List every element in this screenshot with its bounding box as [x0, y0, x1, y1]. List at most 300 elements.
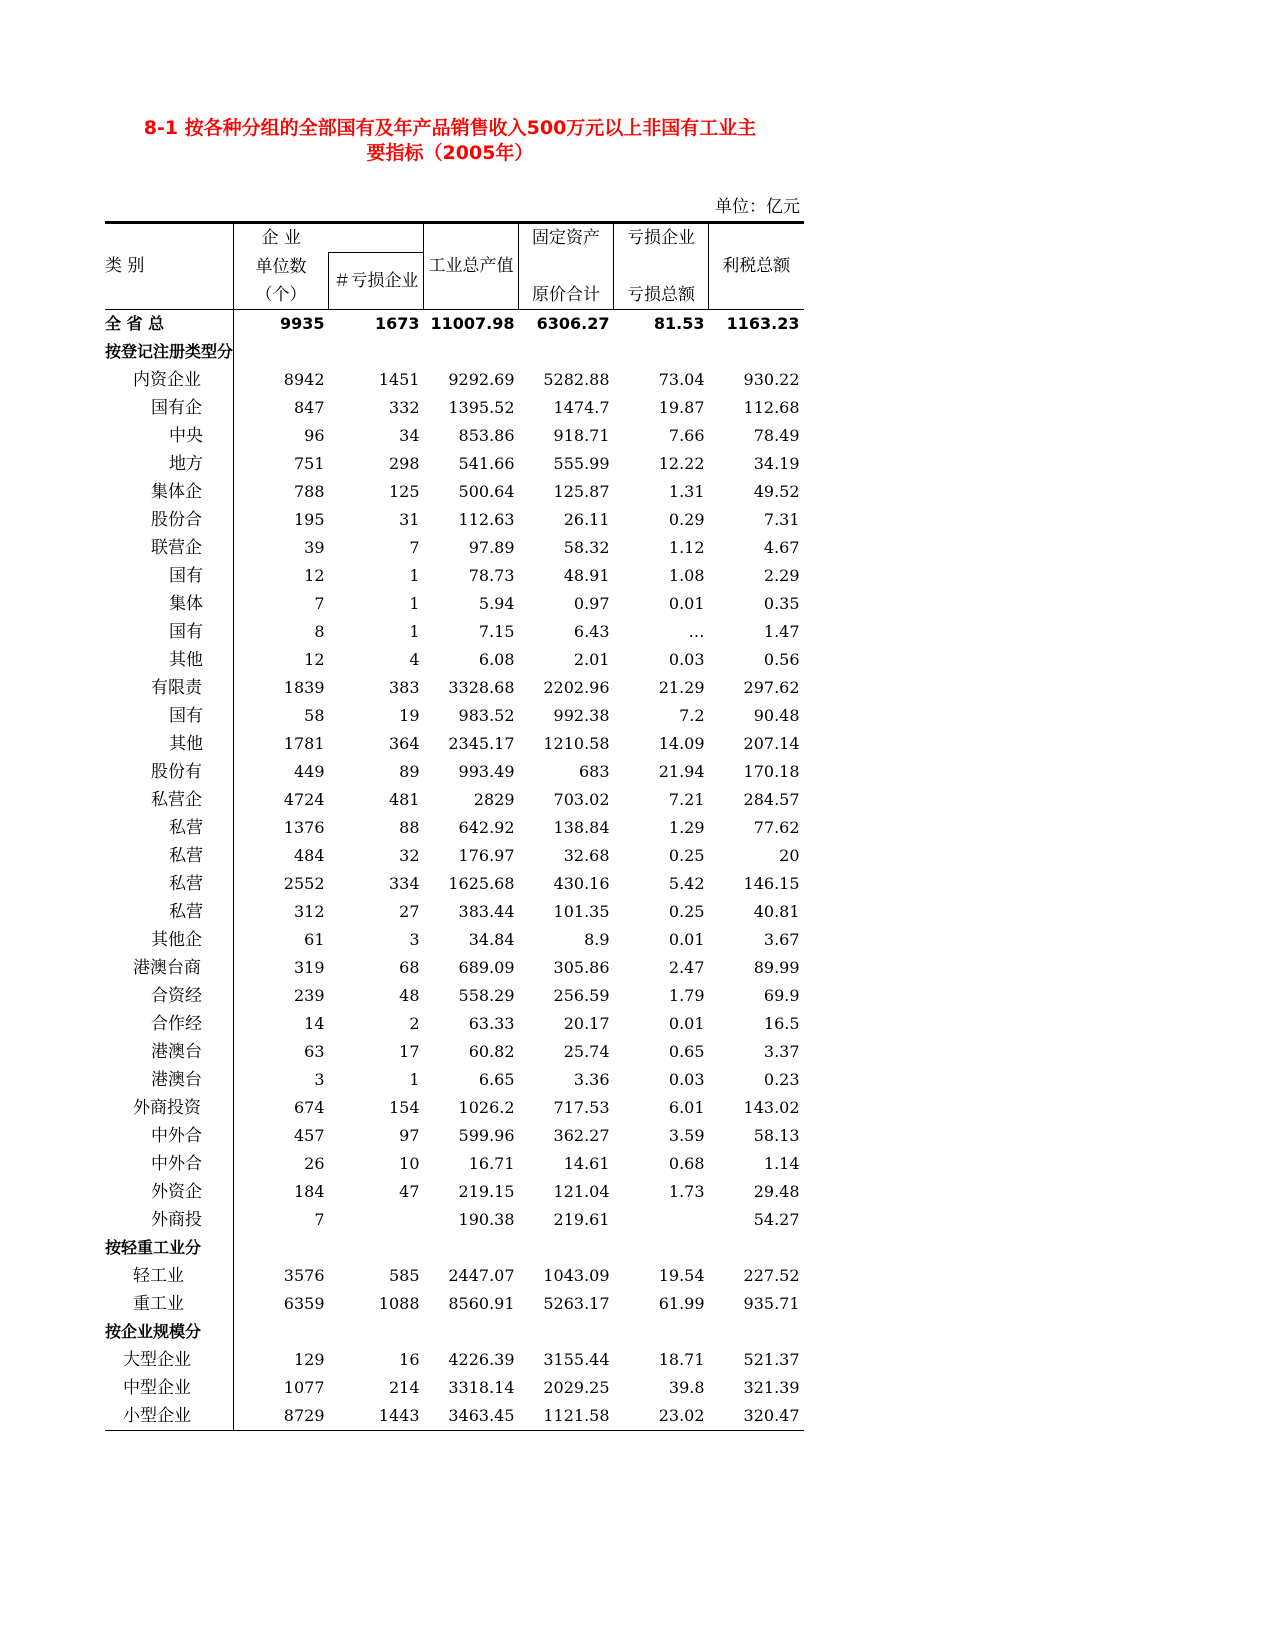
table-row: [105, 1346, 804, 1374]
row-value: 68: [399, 957, 420, 977]
unit-label: 单位：亿元: [715, 197, 800, 217]
row-value: 170.18: [743, 761, 800, 781]
row-value: 10: [399, 1153, 420, 1173]
row-label: 外商投: [105, 1206, 234, 1234]
row-value: 7.15: [478, 621, 515, 641]
row-value: 154: [388, 1097, 420, 1117]
row-value: 0.03: [668, 649, 705, 669]
row-label: 有限责: [105, 674, 234, 702]
table-row: [105, 1150, 804, 1178]
row-value: 17: [399, 1041, 420, 1061]
header-gross-output: 工业总产值: [424, 223, 519, 310]
row-value: 449: [293, 761, 325, 781]
table-row: [105, 1122, 804, 1150]
row-value: 29.48: [753, 1181, 800, 1201]
table-row: [105, 926, 804, 954]
row-value: 58.13: [753, 1125, 800, 1145]
table-row: [105, 1206, 804, 1234]
row-label: 私营企: [105, 786, 234, 814]
row-value: 195: [293, 509, 325, 529]
row-value: 69.9: [763, 985, 800, 1005]
row-label: 股份合: [105, 506, 234, 534]
row-value: 1163.23: [709, 309, 804, 338]
row-value: 0.01: [668, 1013, 705, 1033]
row-value: [614, 1206, 709, 1234]
row-value: 2.47: [668, 957, 705, 977]
row-value: 1043.09: [543, 1265, 610, 1285]
row-value: 6.43: [573, 621, 610, 641]
row-value: 112.68: [743, 397, 800, 417]
row-label: 地方: [105, 450, 234, 478]
table-row: [105, 646, 804, 674]
row-value: 642.92: [458, 817, 515, 837]
row-value: 521.37: [743, 1349, 800, 1369]
row-value: 993.49: [458, 761, 515, 781]
row-label: 集体企: [105, 478, 234, 506]
row-value: 3.59: [668, 1125, 705, 1145]
row-value: 1.31: [668, 481, 705, 501]
row-label: 外商投资: [105, 1094, 234, 1122]
row-value: 3: [409, 929, 420, 949]
row-value: 2.29: [763, 565, 800, 585]
row-value: 298: [388, 453, 420, 473]
row-value: 1026.2: [458, 1097, 515, 1117]
table-row: [105, 1010, 804, 1038]
row-value: 3.37: [763, 1041, 800, 1061]
row-value: 207.14: [743, 733, 800, 753]
row-value: 125.87: [553, 481, 610, 501]
row-value: 19.87: [658, 397, 705, 417]
row-value: 81.53: [614, 309, 709, 338]
row-value: 40.81: [753, 901, 800, 921]
row-value: 23.02: [614, 1402, 709, 1431]
row-value: 362.27: [553, 1125, 610, 1145]
row-value: 332: [388, 397, 420, 417]
row-value: 8942: [283, 369, 325, 389]
table-row: [105, 674, 804, 702]
row-value: 2345.17: [448, 733, 515, 753]
row-value: 0.29: [668, 509, 705, 529]
row-value: 1.08: [668, 565, 705, 585]
table-row: [105, 590, 804, 618]
row-value: 334: [388, 873, 420, 893]
row-value: 3155.44: [543, 1349, 610, 1369]
row-value: 558.29: [458, 985, 515, 1005]
section-heading-row: [105, 1234, 804, 1262]
row-value: 7.2: [679, 705, 705, 725]
row-value: 983.52: [458, 705, 515, 725]
row-value: 34.84: [468, 929, 515, 949]
row-label: 私营: [105, 814, 234, 842]
row-value: 7: [314, 593, 325, 613]
row-value: 1395.52: [448, 397, 515, 417]
table-header: [105, 223, 804, 310]
row-value: 2447.07: [448, 1265, 515, 1285]
row-value: [329, 1206, 424, 1234]
row-value: 930.22: [743, 369, 800, 389]
row-label: 国有企: [105, 394, 234, 422]
row-value: 48.91: [563, 565, 610, 585]
header-profit-tax: 利税总额: [709, 223, 804, 310]
header-fixed-assets-line2: 原价合计: [519, 281, 614, 310]
table-row: [105, 814, 804, 842]
row-value: 1376: [283, 817, 325, 837]
row-value: 1: [409, 1069, 420, 1089]
row-value: 97.89: [468, 537, 515, 557]
header-loss-amount-line1: 亏损企业: [614, 223, 709, 253]
row-value: 49.52: [753, 481, 800, 501]
row-value: 4226.39: [448, 1349, 515, 1369]
row-value: 683: [578, 761, 610, 781]
row-value: 48: [399, 985, 420, 1005]
row-value: 703.02: [553, 789, 610, 809]
row-value: 457: [293, 1125, 325, 1145]
row-value: 256.59: [553, 985, 610, 1005]
row-value: 1.73: [668, 1181, 705, 1201]
row-label: 私营: [105, 842, 234, 870]
row-value: 541.66: [458, 453, 515, 473]
row-value: 297.62: [743, 677, 800, 697]
row-value: 1.12: [668, 537, 705, 557]
row-value: 20.17: [563, 1013, 610, 1033]
row-value: 1: [409, 621, 420, 641]
header-units-line1: 企 业: [234, 223, 329, 253]
table-row: [105, 534, 804, 562]
row-value: 689.09: [458, 957, 515, 977]
row-value: 138.84: [553, 817, 610, 837]
row-value: 0.23: [763, 1069, 800, 1089]
row-label: 集体: [105, 590, 234, 618]
row-value: 96: [304, 425, 325, 445]
row-label: 国有: [105, 702, 234, 730]
row-value: 47: [399, 1181, 420, 1201]
row-value: 500.64: [458, 481, 515, 501]
table-row: [105, 1178, 804, 1206]
row-value: 674: [293, 1097, 325, 1117]
row-value: 2029.25: [543, 1377, 610, 1397]
row-value: 2202.96: [543, 677, 610, 697]
row-value: 90.48: [753, 705, 800, 725]
row-value: 219.15: [458, 1181, 515, 1201]
row-value: 1451: [378, 369, 420, 389]
row-value: 61.99: [658, 1293, 705, 1313]
row-value: 9935: [234, 309, 329, 338]
row-value: 918.71: [553, 425, 610, 445]
row-value: 2829: [473, 789, 515, 809]
row-value: 19.54: [658, 1265, 705, 1285]
row-value: 78.49: [753, 425, 800, 445]
row-value: 129: [293, 1349, 325, 1369]
row-value: 1443: [329, 1402, 424, 1431]
row-value: 19: [399, 705, 420, 725]
row-value: 14: [304, 1013, 325, 1033]
row-value: 54.27: [753, 1209, 800, 1229]
table-row: [105, 954, 804, 982]
row-value: 20: [779, 845, 800, 865]
table-row: [105, 1262, 804, 1290]
row-value: 89.99: [753, 957, 800, 977]
row-value: 25.74: [563, 1041, 610, 1061]
row-value: 1077: [283, 1377, 325, 1397]
title-line-1: 8-1 按各种分组的全部国有及年产品销售收入500万元以上非国有工业主: [143, 117, 757, 139]
row-value: 599.96: [458, 1125, 515, 1145]
row-value: 73.04: [658, 369, 705, 389]
row-value: 5.94: [478, 593, 515, 613]
row-value: 305.86: [553, 957, 610, 977]
table-row: [105, 506, 804, 534]
row-value: 8: [314, 621, 325, 641]
table-body: [105, 309, 804, 1430]
row-value: 2.01: [573, 649, 610, 669]
row-label: 其他: [105, 646, 234, 674]
row-label: 私营: [105, 870, 234, 898]
row-value: 227.52: [743, 1265, 800, 1285]
row-label: 联营企: [105, 534, 234, 562]
row-value: 4.67: [763, 537, 800, 557]
row-label: 外资企: [105, 1178, 234, 1206]
row-value: 88: [399, 817, 420, 837]
row-value: 58: [304, 705, 325, 725]
table-row: [105, 450, 804, 478]
row-value: 7: [409, 537, 420, 557]
row-value: 6359: [283, 1293, 325, 1313]
row-value: 6306.27: [519, 309, 614, 338]
row-value: 1781: [283, 733, 325, 753]
row-value: 61: [304, 929, 325, 949]
table-row: [105, 422, 804, 450]
row-value: 0.03: [668, 1069, 705, 1089]
header-units-line2: 单位数: [234, 253, 329, 281]
row-label: 中央: [105, 422, 234, 450]
header-loss-amount-line2: 亏损总额: [614, 281, 709, 310]
row-value: 16.5: [763, 1013, 800, 1033]
row-value: 21.94: [658, 761, 705, 781]
row-value: 190.38: [458, 1209, 515, 1229]
table-row: [105, 870, 804, 898]
row-value: 383: [388, 677, 420, 697]
row-value: 0.56: [763, 649, 800, 669]
row-value: 6.65: [478, 1069, 515, 1089]
row-value: 12.22: [658, 453, 705, 473]
row-value: 3318.14: [448, 1377, 515, 1397]
row-value: 14.09: [658, 733, 705, 753]
row-label: 其他: [105, 730, 234, 758]
row-value: 31: [399, 509, 420, 529]
row-value: 18.71: [658, 1349, 705, 1369]
row-value: 1: [409, 565, 420, 585]
row-label: 国有: [105, 618, 234, 646]
row-value: 383.44: [458, 901, 515, 921]
row-value: 0.68: [668, 1153, 705, 1173]
row-value: 97: [399, 1125, 420, 1145]
row-value: 7.31: [763, 509, 800, 529]
row-label: 内资企业: [105, 366, 234, 394]
row-value: 219.61: [553, 1209, 610, 1229]
table-row: [105, 1402, 804, 1431]
row-value: 0.01: [668, 593, 705, 613]
statistics-table: [105, 221, 804, 1431]
row-value: 3576: [283, 1265, 325, 1285]
row-value: 1210.58: [543, 733, 610, 753]
row-value: 847: [293, 397, 325, 417]
row-label: 合资经: [105, 982, 234, 1010]
row-value: 1.14: [763, 1153, 800, 1173]
row-value: 5263.17: [543, 1293, 610, 1313]
row-value: 8729: [234, 1402, 329, 1431]
header-units-line3: （个）: [234, 281, 329, 310]
row-value: 26.11: [563, 509, 610, 529]
row-value: 214: [388, 1377, 420, 1397]
row-value: 284.57: [743, 789, 800, 809]
row-value: 0.65: [668, 1041, 705, 1061]
row-label: 中型企业: [105, 1374, 234, 1402]
section-heading-row: [105, 1318, 804, 1346]
table-row: [105, 730, 804, 758]
row-value: 5.42: [668, 873, 705, 893]
row-value: 319: [293, 957, 325, 977]
row-value: 6.08: [478, 649, 515, 669]
table-row: [105, 758, 804, 786]
table-row: [105, 1038, 804, 1066]
row-label: 合作经: [105, 1010, 234, 1038]
row-label: 轻工业: [105, 1262, 234, 1290]
row-value: 184: [293, 1181, 325, 1201]
row-label: 港澳台商: [105, 954, 234, 982]
row-value: 112.63: [458, 509, 515, 529]
section-heading: 按登记注册类型分: [105, 338, 234, 366]
row-value: 935.71: [743, 1293, 800, 1313]
row-value: 321.39: [743, 1377, 800, 1397]
row-label: 股份有: [105, 758, 234, 786]
row-value: 58.32: [563, 537, 610, 557]
row-label: 港澳台: [105, 1038, 234, 1066]
row-label: 其他企: [105, 926, 234, 954]
section-heading: 按企业规模分: [105, 1318, 234, 1346]
table-row: [105, 982, 804, 1010]
row-value: 481: [388, 789, 420, 809]
row-value: 11007.98: [424, 309, 519, 338]
row-value: 34: [399, 425, 420, 445]
row-value: 853.86: [458, 425, 515, 445]
row-value: 320.47: [709, 1402, 804, 1431]
header-category: 类 别: [105, 223, 234, 310]
row-value: 0.25: [668, 845, 705, 865]
row-value: 14.61: [563, 1153, 610, 1173]
row-value: 0.97: [573, 593, 610, 613]
row-value: 27: [399, 901, 420, 921]
row-value: 751: [293, 453, 325, 473]
row-value: 89: [399, 761, 420, 781]
row-value: 63: [304, 1041, 325, 1061]
row-value: 176.97: [458, 845, 515, 865]
row-value: 430.16: [553, 873, 610, 893]
row-value: 992.38: [553, 705, 610, 725]
row-label: 大型企业: [105, 1346, 234, 1374]
row-value: 32: [399, 845, 420, 865]
section-heading: 按轻重工业分: [105, 1234, 234, 1262]
row-value: 0.25: [668, 901, 705, 921]
row-value: 60.82: [468, 1041, 515, 1061]
row-value: 717.53: [553, 1097, 610, 1117]
row-value: 39: [304, 537, 325, 557]
row-value: 1839: [283, 677, 325, 697]
row-value: 555.99: [553, 453, 610, 473]
row-value: 3: [314, 1069, 325, 1089]
row-value: 9292.69: [448, 369, 515, 389]
row-value: 3328.68: [448, 677, 515, 697]
row-value: 12: [304, 565, 325, 585]
table-row: [105, 786, 804, 814]
table-row: [105, 478, 804, 506]
row-value: 1: [409, 593, 420, 613]
row-label: 中外合: [105, 1122, 234, 1150]
row-value: 8560.91: [448, 1293, 515, 1313]
row-value: 1121.58: [519, 1402, 614, 1431]
table-row: [105, 1094, 804, 1122]
table-row: [105, 562, 804, 590]
row-value: 4: [409, 649, 420, 669]
table-row: [105, 842, 804, 870]
row-value: 4724: [283, 789, 325, 809]
row-value: 6.01: [668, 1097, 705, 1117]
row-value: 1625.68: [448, 873, 515, 893]
row-value: 26: [304, 1153, 325, 1173]
row-value: 239: [293, 985, 325, 1005]
table-row: [105, 366, 804, 394]
row-value: 7: [314, 1209, 325, 1229]
row-value: 77.62: [753, 817, 800, 837]
row-value: 7.66: [668, 425, 705, 445]
title-line-2: 要指标（2005年）: [366, 142, 534, 164]
row-value: 21.29: [658, 677, 705, 697]
row-value: 32.68: [563, 845, 610, 865]
row-label: 私营: [105, 898, 234, 926]
header-fixed-assets-line1: 固定资产: [519, 223, 614, 253]
table-row: [105, 618, 804, 646]
row-value: 78.73: [468, 565, 515, 585]
row-value: 484: [293, 845, 325, 865]
table-row: [105, 1066, 804, 1094]
row-value: 7.21: [668, 789, 705, 809]
row-value: 0.01: [668, 929, 705, 949]
table-title: [100, 116, 800, 166]
table-row: [105, 702, 804, 730]
row-value: 121.04: [553, 1181, 610, 1201]
table-row: [105, 898, 804, 926]
row-value: 125: [388, 481, 420, 501]
table-row: [105, 1290, 804, 1318]
row-value: 101.35: [553, 901, 610, 921]
row-value: 5282.88: [543, 369, 610, 389]
row-value: 8.9: [584, 929, 610, 949]
row-label: 小型企业: [105, 1402, 234, 1431]
row-value: 12: [304, 649, 325, 669]
row-value: 585: [388, 1265, 420, 1285]
table-row: [105, 1374, 804, 1402]
header-loss-enterprises: ＃亏损企业: [329, 253, 424, 310]
row-value: 3.36: [573, 1069, 610, 1089]
row-value: 2552: [283, 873, 325, 893]
row-value: 1.29: [668, 817, 705, 837]
row-value: 3463.45: [424, 1402, 519, 1431]
row-value: 16.71: [468, 1153, 515, 1173]
section-heading-row: [105, 338, 804, 366]
row-value: 16: [399, 1349, 420, 1369]
row-label: 全 省 总: [105, 309, 234, 338]
row-label: 重工业: [105, 1290, 234, 1318]
row-value: 146.15: [743, 873, 800, 893]
row-value: 364: [388, 733, 420, 753]
